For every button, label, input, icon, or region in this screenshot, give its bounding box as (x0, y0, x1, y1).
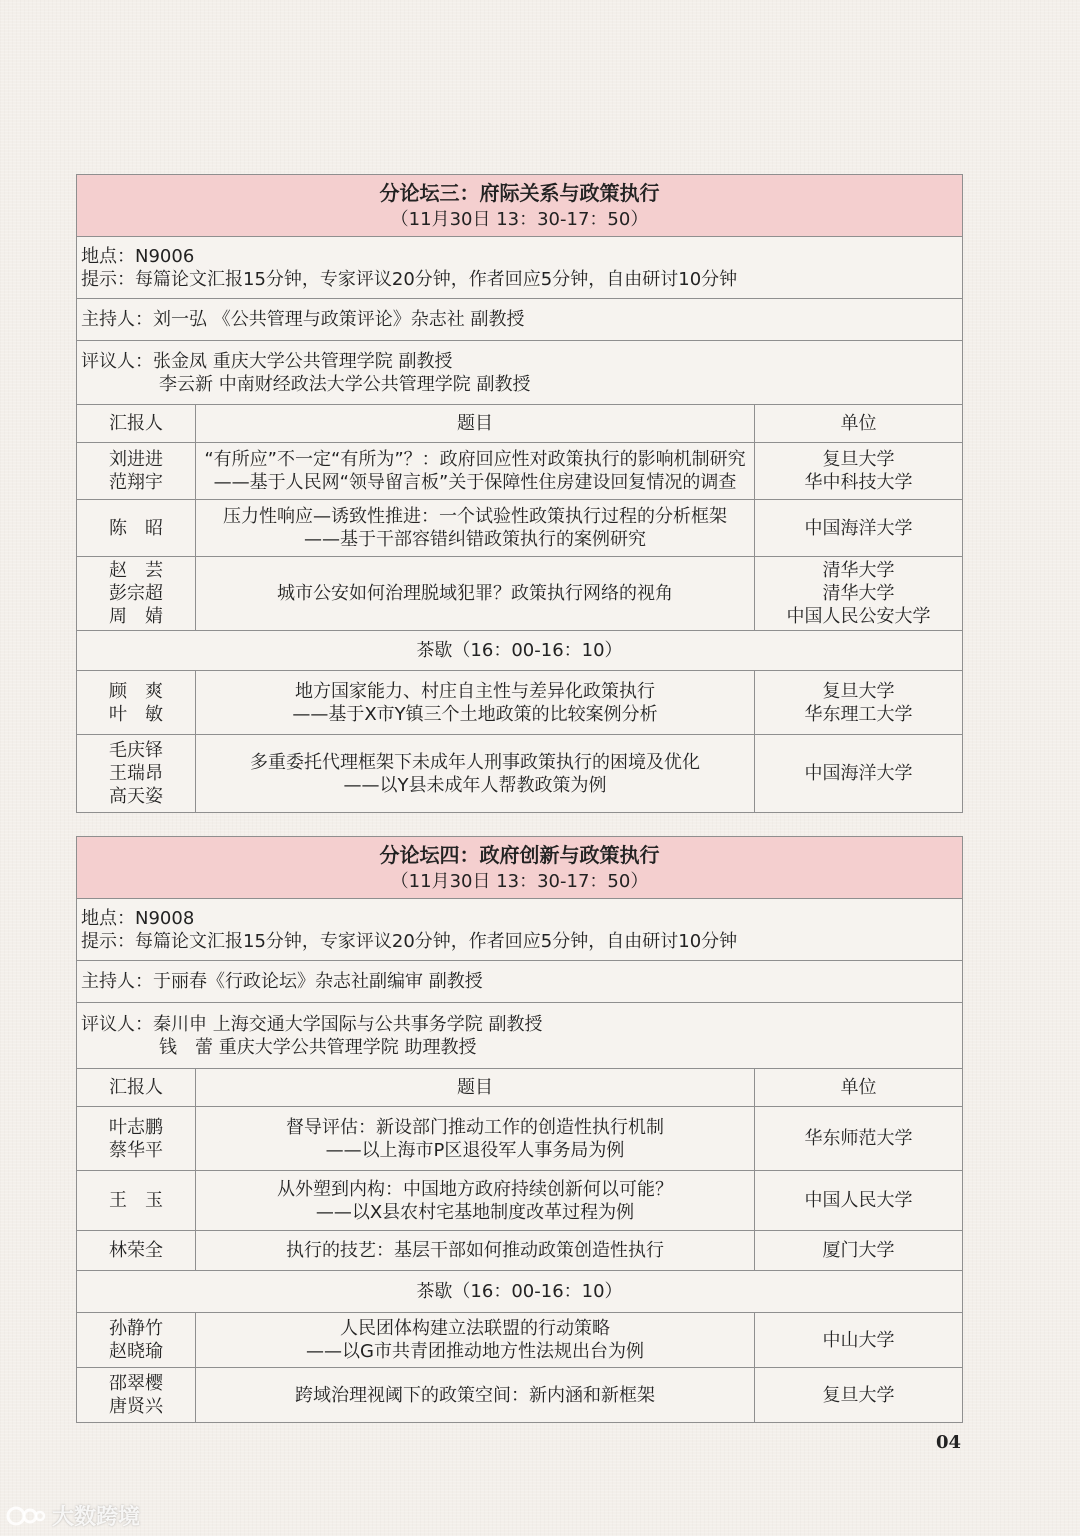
reviewer: 钱 蕾 重庆大学公共管理学院 助理教授 (159, 1036, 477, 1058)
table-row (77, 443, 963, 500)
topic-cell (196, 443, 755, 500)
topic-title: 督导评估：新设部门推动工作的创造性执行机制 (286, 1116, 664, 1138)
topic-cell (196, 1368, 755, 1423)
presenters-cell (77, 735, 196, 813)
topic-cell (196, 500, 755, 557)
unit: 复旦大学 (822, 449, 895, 470)
forum-header (77, 175, 963, 237)
units-cell (755, 500, 963, 557)
units-cell (755, 1107, 963, 1171)
host: 主持人：于丽春《行政论坛》杂志社副编审 副教授 (77, 961, 963, 1003)
reviewer: 评议人：张金凤 重庆大学公共管理学院 副教授 (81, 350, 453, 372)
unit: 中国人民公安大学 (786, 606, 931, 627)
units-cell (755, 1368, 963, 1423)
units-cell (755, 1313, 963, 1368)
table-row (77, 671, 963, 735)
topic-cell (196, 671, 755, 735)
topic-subtitle: ——基于干部容错纠错政策执行的案例研究 (304, 529, 646, 550)
reviewers (77, 341, 963, 405)
presenters-cell (77, 1171, 196, 1231)
reviewer: 评议人：秦川申 上海交通大学国际与公共事务学院 副教授 (81, 1013, 543, 1035)
presenter: 蔡华平 (109, 1139, 163, 1161)
presenter: 周 婧 (109, 606, 163, 627)
table-row (77, 1107, 963, 1171)
topic-cell (196, 1107, 755, 1171)
topic-cell (196, 1171, 755, 1231)
forum-info (77, 899, 963, 961)
tea-break: 茶歇（16：00-16：10） (77, 631, 963, 671)
watermark-logo-icon (6, 1504, 46, 1528)
location: 地点：N9008 (81, 907, 195, 929)
presenter: 林荣全 (109, 1240, 163, 1261)
presenter: 陈 昭 (109, 517, 163, 539)
reviewers (77, 1003, 963, 1069)
forum-table (76, 836, 963, 1423)
forum-title: 分论坛四：政府创新与政策执行 (379, 842, 660, 867)
presenter: 彭宗超 (109, 583, 163, 604)
unit: 复旦大学 (822, 680, 895, 702)
tea-break: 茶歇（16：00-16：10） (77, 1271, 963, 1313)
units-cell (755, 443, 963, 500)
topic-title: 多重委托代理框架下未成年人刑事政策执行的困境及优化 (250, 751, 700, 773)
col-header-presenter: 汇报人 (77, 1069, 196, 1107)
col-header-presenter: 汇报人 (77, 405, 196, 443)
units-cell (755, 1171, 963, 1231)
tip: 提示：每篇论文汇报15分钟，专家评议20分钟，作者回应5分钟，自由研讨10分钟 (81, 268, 738, 290)
topic-cell (196, 1313, 755, 1368)
forum-time: （11月30日 13：30-17：50） (390, 208, 649, 230)
presenter: 顾 爽 (109, 680, 163, 702)
presenters-cell (77, 500, 196, 557)
presenter: 高天姿 (109, 786, 163, 807)
presenters-cell (77, 671, 196, 735)
presenters-cell (77, 1107, 196, 1171)
forum-info (77, 237, 963, 299)
presenter: 叶 敏 (109, 703, 163, 725)
presenter: 孙静竹 (109, 1318, 163, 1339)
table-row (77, 1313, 963, 1368)
presenter: 唐贤兴 (109, 1396, 163, 1417)
col-header-topic: 题目 (196, 405, 755, 443)
page-number: 04 (936, 1432, 962, 1453)
unit: 华东师范大学 (804, 1128, 913, 1149)
watermark-text: 大数跨境 (52, 1505, 141, 1530)
presenters-cell (77, 1368, 196, 1423)
unit: 华东理工大学 (804, 703, 913, 725)
unit: 中山大学 (822, 1329, 895, 1351)
unit: 清华大学 (822, 583, 895, 604)
presenter: 邵翠樱 (109, 1373, 163, 1394)
units-cell (755, 735, 963, 813)
topic-cell (196, 735, 755, 813)
table-row (77, 735, 963, 813)
presenter: 王 玉 (109, 1190, 163, 1211)
watermark (6, 1500, 140, 1531)
units-cell (755, 1231, 963, 1271)
presenters-cell (77, 443, 196, 500)
table-row (77, 1231, 963, 1271)
topic-subtitle: ——以Y县未成年人帮教政策为例 (343, 774, 607, 796)
topic-title: 压力性响应—诱致性推进：一个试验性政策执行过程的分析框架 (223, 506, 727, 527)
presenter: 毛庆铎 (109, 740, 163, 761)
topic-cell (196, 557, 755, 631)
forum-table (76, 174, 963, 813)
topic-subtitle: ——基于人民网“领导留言板”关于保障性住房建设回复情况的调查 (213, 472, 737, 493)
unit: 清华大学 (822, 560, 895, 581)
unit: 中国海洋大学 (804, 763, 913, 784)
presenters-cell (77, 1313, 196, 1368)
reviewer: 李云新 中南财经政法大学公共管理学院 副教授 (159, 373, 531, 395)
unit: 中国人民大学 (804, 1190, 913, 1211)
tip: 提示：每篇论文汇报15分钟，专家评议20分钟，作者回应5分钟，自由研讨10分钟 (81, 930, 738, 952)
presenter: 叶志鹏 (109, 1116, 163, 1138)
col-header-unit: 单位 (755, 405, 963, 443)
unit: 中国海洋大学 (804, 517, 913, 539)
topic-title: 执行的技艺：基层干部如何推动政策创造性执行 (286, 1240, 664, 1261)
topic-subtitle: ——以X县农村宅基地制度改革过程为例 (315, 1201, 635, 1223)
units-cell (755, 557, 963, 631)
unit: 厦门大学 (822, 1240, 895, 1261)
host: 主持人：刘一弘 《公共管理与政策评论》杂志社 副教授 (77, 299, 963, 341)
presenter: 赵 芸 (109, 560, 163, 581)
table-row (77, 1368, 963, 1423)
col-header-topic: 题目 (196, 1069, 755, 1107)
location: 地点：N9006 (81, 245, 195, 267)
topic-title: 跨域治理视阈下的政策空间：新内涵和新框架 (295, 1384, 655, 1406)
unit: 华中科技大学 (804, 472, 913, 493)
presenter: 赵晓瑜 (109, 1341, 163, 1362)
topic-subtitle: ——以上海市P区退役军人事务局为例 (325, 1139, 625, 1161)
unit: 复旦大学 (822, 1384, 895, 1406)
presenters-cell (77, 1231, 196, 1271)
topic-title: 地方国家能力、村庄自主性与差异化政策执行 (295, 680, 655, 702)
forum-time: （11月30日 13：30-17：50） (390, 870, 649, 892)
topic-title: “有所应”不一定“有所为”？：政府回应性对政策执行的影响机制研究 (204, 449, 746, 470)
units-cell (755, 671, 963, 735)
presenters-cell (77, 557, 196, 631)
table-row (77, 557, 963, 631)
topic-title: 从外塑到内构：中国地方政府持续创新何以可能？ (277, 1178, 673, 1200)
topic-cell (196, 1231, 755, 1271)
presenter: 刘进进 (109, 449, 163, 470)
presenter: 王瑞昂 (109, 763, 163, 784)
topic-subtitle: ——基于X市Y镇三个土地政策的比较案例分析 (292, 703, 658, 725)
topic-subtitle: ——以G市共青团推动地方性法规出台为例 (306, 1341, 644, 1362)
topic-title: 人民团体构建立法联盟的行动策略 (340, 1318, 610, 1339)
table-row (77, 1171, 963, 1231)
forum-header (77, 837, 963, 899)
forum-title: 分论坛三：府际关系与政策执行 (379, 180, 660, 205)
table-row (77, 500, 963, 557)
presenter: 范翔宇 (109, 472, 163, 493)
topic-title: 城市公安如何治理脱域犯罪？政策执行网络的视角 (277, 583, 673, 604)
col-header-unit: 单位 (755, 1069, 963, 1107)
